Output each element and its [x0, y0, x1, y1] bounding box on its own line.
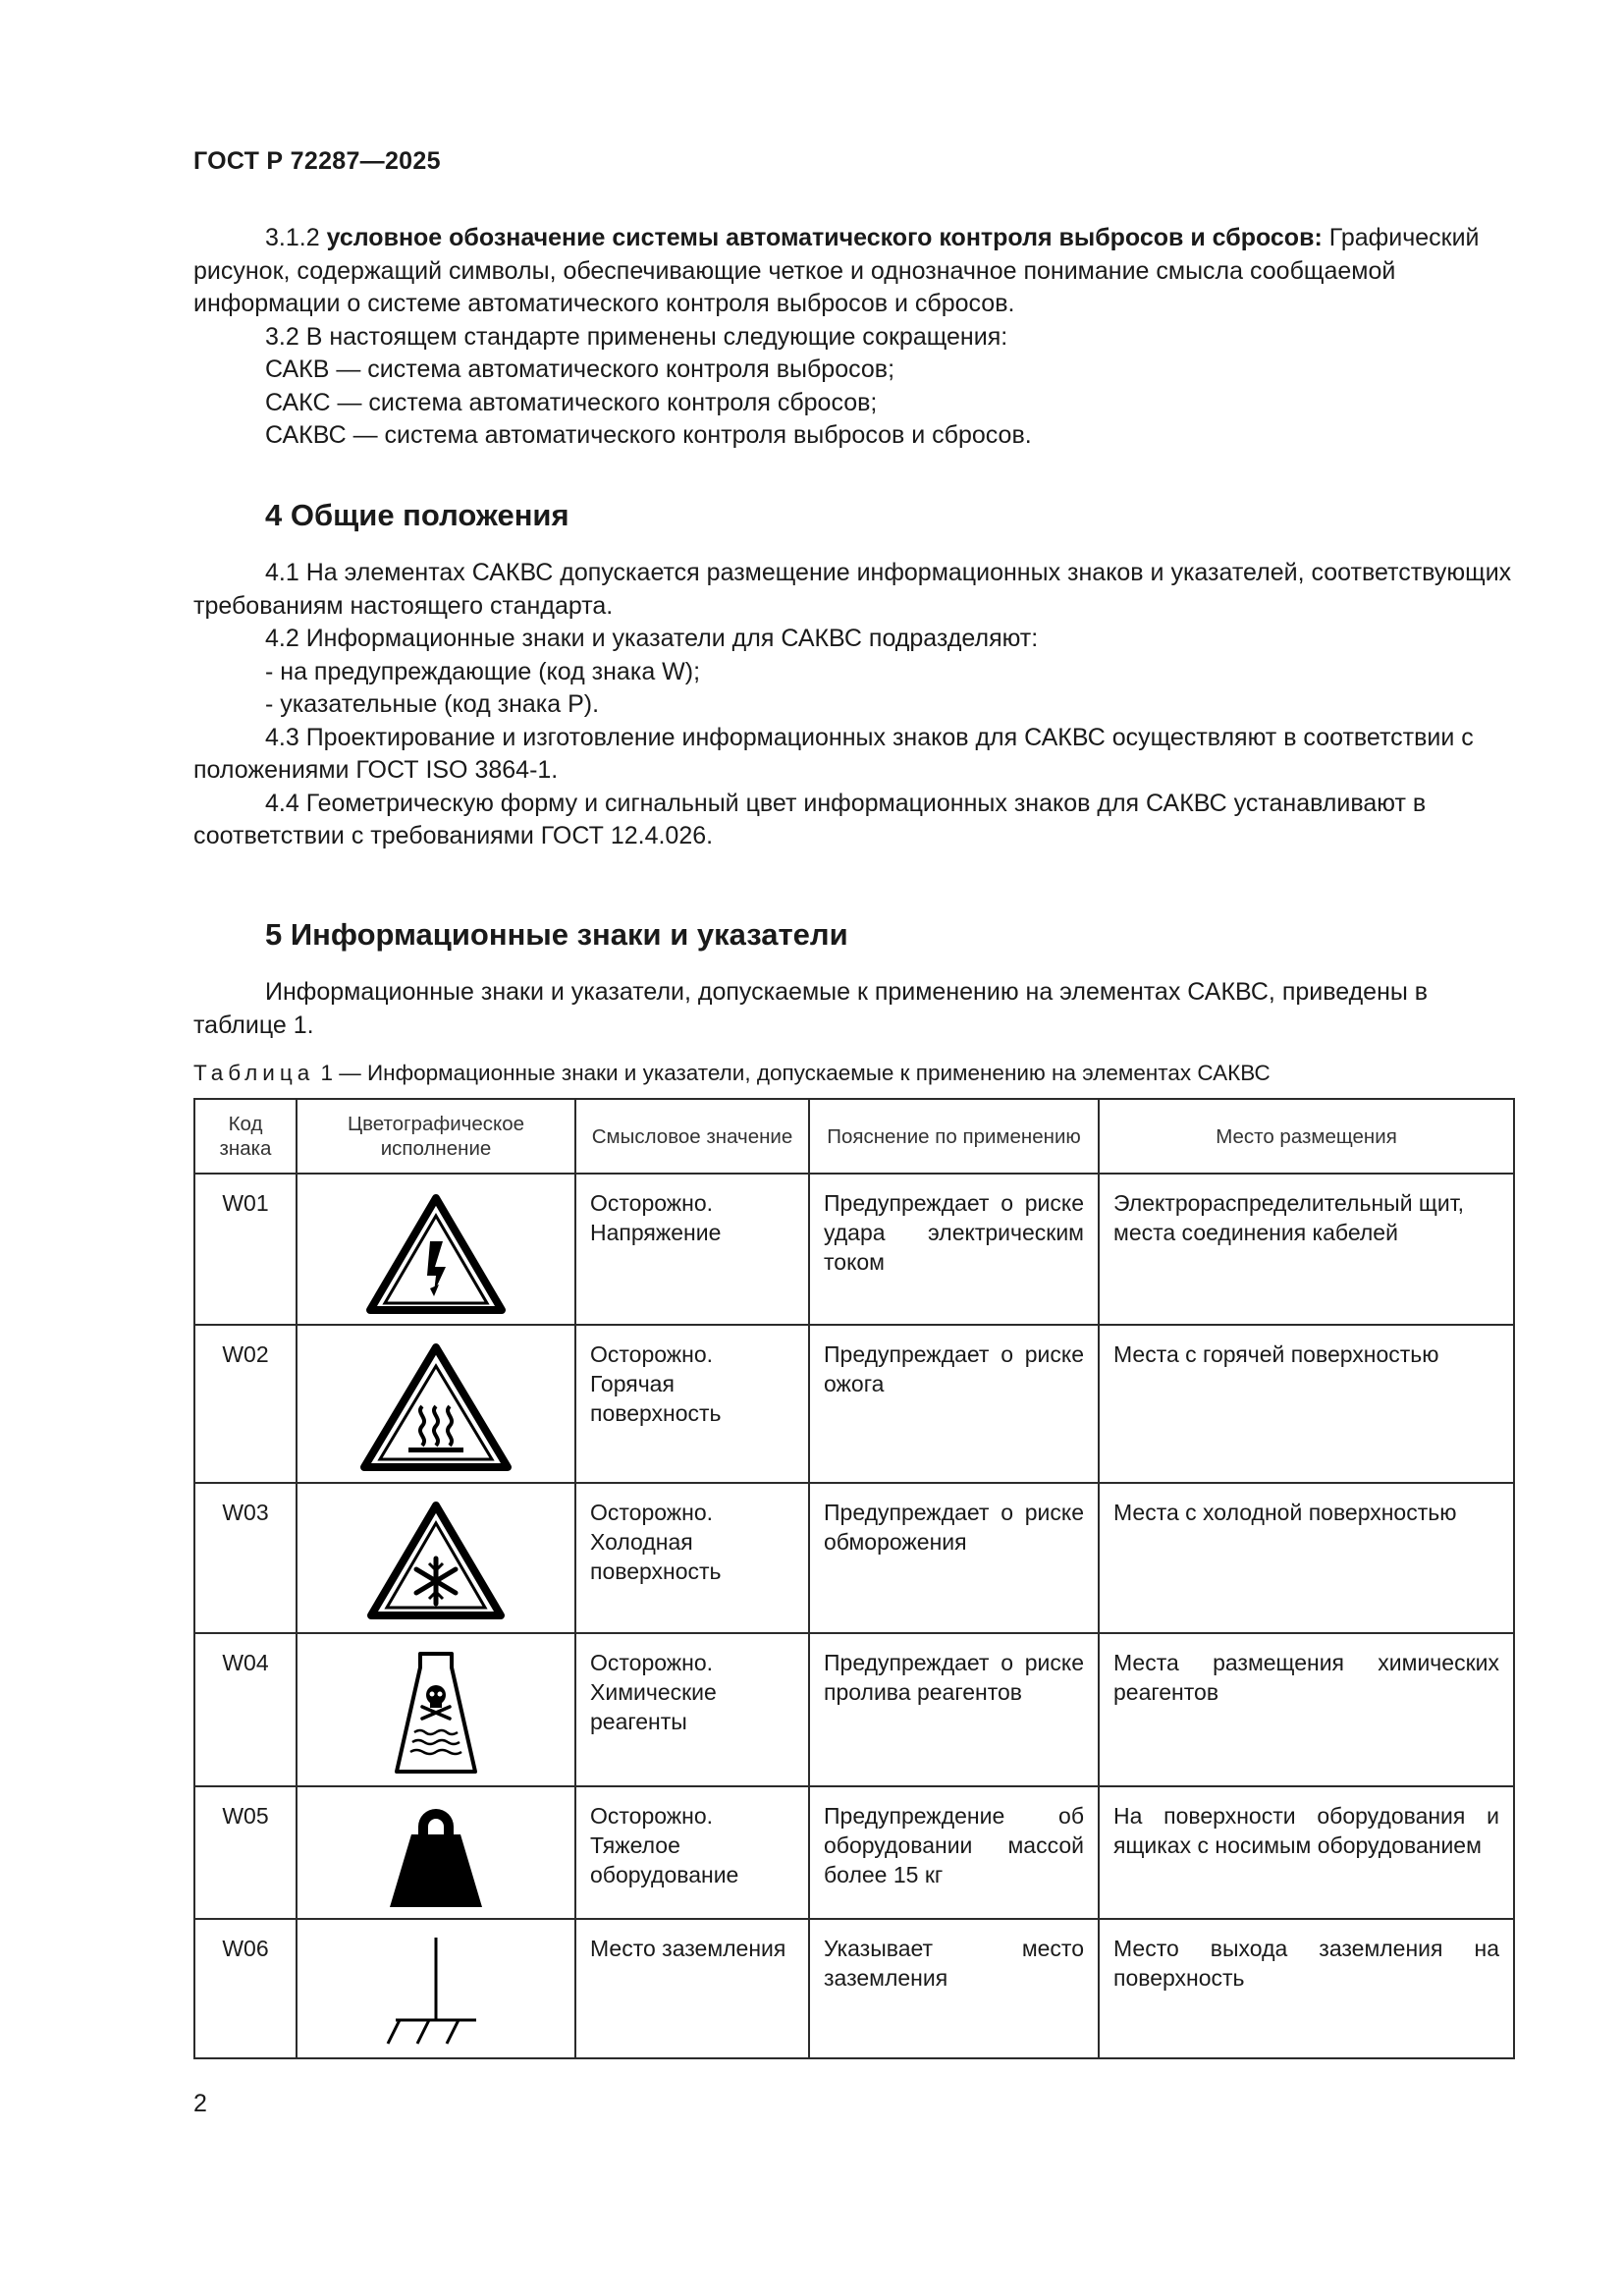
sign-code: W03	[194, 1483, 297, 1633]
sign-explanation: Предупреждение об оборудовании массой более 15 кг	[809, 1786, 1099, 1919]
abbreviation-item: САКВ — система автоматического контроля выбросов;	[265, 355, 895, 383]
sign-location: Место выхода заземления на поверхность	[1099, 1919, 1514, 2058]
chemical-reagents-flask-icon	[387, 1648, 485, 1779]
sign-code: W01	[194, 1174, 297, 1325]
defined-term: условное обозначение системы автоматического контроля выбросов и сбросов:	[326, 224, 1323, 251]
electric-voltage-warning-icon	[362, 1188, 510, 1316]
paragraph-4-3: 4.3 Проектирование и изготовление информационных знаков для САКВС осуществляют в соответствии с положениями ГОСТ ISO 3864-1.	[193, 723, 1474, 784]
table-row	[194, 1483, 1514, 1633]
sign-explanation: Предупреждает о риске обморожения	[809, 1483, 1099, 1633]
table-caption-label: Таблица	[193, 1061, 315, 1085]
paragraph-4-4: 4.4 Геометрическую форму и сигнальный цвет информационных знаков для САКВС устанавливают в соответствии с требованиями ГОСТ 12.4.026.	[193, 789, 1427, 849]
table-row	[194, 1325, 1514, 1483]
sign-location: На поверхности оборудования и ящиках с носимым оборудованием	[1099, 1786, 1514, 1919]
heavy-weight-icon	[388, 1801, 484, 1911]
cold-surface-warning-icon	[365, 1498, 507, 1621]
table-caption	[193, 1061, 1271, 1086]
signs-table	[193, 1098, 1515, 2059]
sign-meaning: Осторожно. Напряжение	[575, 1174, 809, 1325]
document-id: ГОСТ Р 72287—2025	[193, 147, 441, 175]
paragraph-4-2: 4.2 Информационные знаки и указатели для САКВС подразделяют:	[265, 625, 1039, 652]
sign-meaning: Осторожно. Химические реагенты	[575, 1633, 809, 1786]
sign-meaning: Место заземления	[575, 1919, 809, 2058]
column-header-code: Код знака	[194, 1099, 297, 1174]
list-item: - указательные (код знака Р).	[265, 690, 600, 718]
abbreviations-intro: 3.2 В настоящем стандарте применены следующие сокращения:	[265, 322, 1008, 351]
column-header-explanation: Пояснение по применению	[809, 1099, 1099, 1174]
table-row	[194, 1919, 1514, 2058]
column-header-meaning: Смысловое значение	[575, 1099, 809, 1174]
sign-location: Электрораспределительный щит, места соединения кабелей	[1099, 1174, 1514, 1325]
column-header-graphic: Цветографическое исполнение	[297, 1099, 575, 1174]
table-row	[194, 1786, 1514, 1919]
grounding-symbol-icon	[382, 1934, 490, 2051]
hot-surface-warning-icon	[357, 1339, 514, 1473]
clause-number: 3.1.2	[265, 224, 320, 251]
abbreviation-item: САКС — система автоматического контроля сбросов;	[265, 388, 878, 416]
sign-location: Места размещения химических реагентов	[1099, 1633, 1514, 1786]
sign-code: W02	[194, 1325, 297, 1483]
sign-code: W05	[194, 1786, 297, 1919]
sign-explanation: Предупреждает о риске удара электрическим током	[809, 1174, 1099, 1325]
section-5-body	[193, 976, 1515, 1042]
sign-meaning: Осторожно. Тяжелое оборудование	[575, 1786, 809, 1919]
clause-3-1-2	[193, 222, 1515, 453]
table-caption-text: 1 — Информационные знаки и указатели, допускаемые к применению на элементах САКВС	[314, 1061, 1271, 1085]
page-number: 2	[193, 2090, 207, 2117]
sign-meaning: Осторожно. Горячая поверхность	[575, 1325, 809, 1483]
abbreviation-item: САКВС — система автоматического контроля выбросов и сбросов.	[265, 421, 1032, 449]
sign-meaning: Осторожно. Холодная поверхность	[575, 1483, 809, 1633]
list-item: - на предупреждающие (код знака W);	[265, 657, 701, 685]
column-header-location: Место размещения	[1099, 1099, 1514, 1174]
sign-explanation: Предупреждает о риске ожога	[809, 1325, 1099, 1483]
table-row	[194, 1633, 1514, 1786]
section-5-title: 5 Информационные знаки и указатели	[265, 917, 848, 952]
section-4-title: 4 Общие положения	[265, 498, 569, 532]
sign-code: W06	[194, 1919, 297, 2058]
definition-paragraph	[193, 222, 1515, 321]
sign-location: Места с горячей поверхностью	[1099, 1325, 1514, 1483]
sign-code: W04	[194, 1633, 297, 1786]
sign-explanation: Указывает место заземления	[809, 1919, 1099, 2058]
paragraph-4-1: 4.1 На элементах САКВС допускается размещение информационных знаков и указателей, соответствующих требованиям настоящего стандарта.	[193, 559, 1512, 620]
definition-text: Графический рисунок, содержащий символы, обеспечивающие четкое и однозначное понимание смысла сообщаемой информации о системе автоматического контроля выбросов и сбросов.	[193, 224, 1480, 317]
sign-location: Места с холодной поверхностью	[1099, 1483, 1514, 1633]
section-4-body	[193, 557, 1515, 853]
table-header-row	[194, 1099, 1514, 1174]
sign-explanation: Предупреждает о риске пролива реагентов	[809, 1633, 1099, 1786]
section-5-intro: Информационные знаки и указатели, допускаемые к применению на элементах САКВС, приведены в таблице 1.	[193, 978, 1429, 1039]
table-row	[194, 1174, 1514, 1325]
